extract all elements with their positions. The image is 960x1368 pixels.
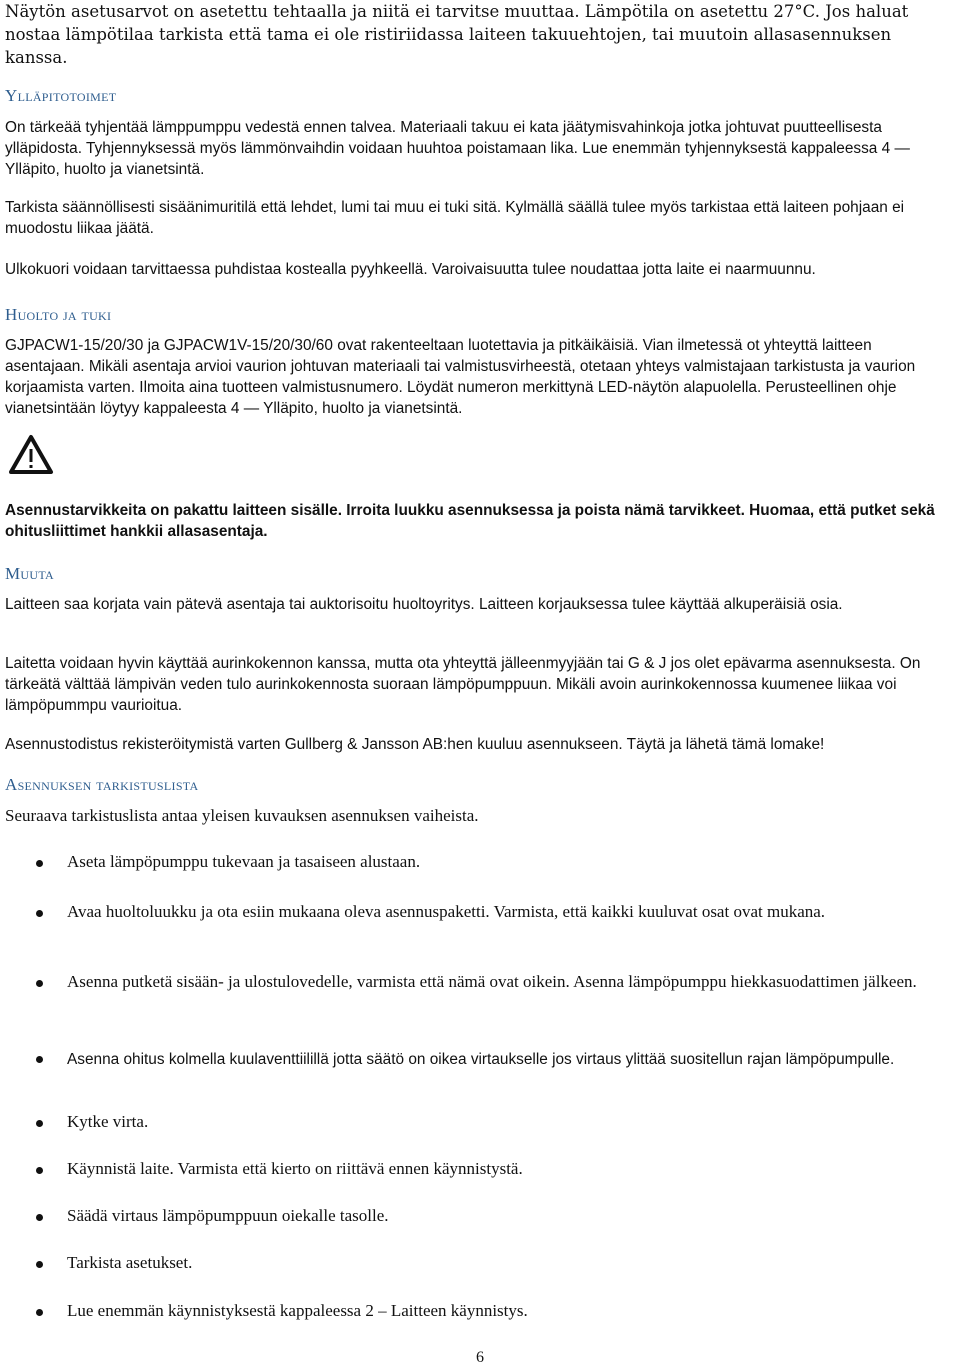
muuta-paragraph-2: Laitetta voidaan hyvin käyttää aurinkokennon kanssa, mutta ota yhteyttä jälleenmyyjään tai G & J jos olet epävarma asennuksesta. On tärkeätä välttää lämpivän veden tulo aurinkokennosta suoraan lämpöpumppuun. Mikäli avoin aurinkokennossa kuumenee liikaa voi lämpöpummpu vaurioitua. [5, 655, 921, 714]
bullet-dot [36, 860, 43, 867]
muuta-paragraph-1: Laitteen saa korjata vain pätevä asentaja tai auktorisoitu huoltoyritys. Laitteen korjauksessa tulee käyttää alkuperäisiä osia. [5, 596, 843, 613]
section-heading-muuta: Muuta [5, 564, 54, 583]
checklist-item: Käynnistä laite. Varmista että kierto on riittävä ennen käynnistystä. [67, 1159, 523, 1178]
huolto-paragraph-1: GJPACW1-15/20/30 ja GJPACW1V-15/20/30/60 ovat rakenteeltaan luotettavia ja pitkäikäisiä. Vian ilmetessä ot yhteyttä laitteen asentajaan. Mikäli asentaja arvioi vaurion johtuvan materiaali tai valmistusvirheestä, otetaan yhteys valmistajaan tarkistusta ja vaurion korjaamista varten. Ilmoita aina tuotteen valmistusnumero. Löydät numeron merkittynä LED-näytön alapuolella. Perusteellinen ohje vianetsintään löytyy kappaleesta 4 — Ylläpito, huolto ja vianetsintä. [5, 337, 916, 417]
section-heading-yllapito: Ylläpitotoimet [5, 86, 117, 105]
bullet-dot [36, 910, 43, 917]
yllapito-paragraph-3: Ulkokuori voidaan tarvittaessa puhdistaa kostealla pyyhkeellä. Varoivaisuutta tulee noudattaa jotta laite ei naarmuunnu. [5, 261, 816, 278]
warning-text: Asennustarvikkeita on pakattu laitteen sisälle. Irroita luukku asennuksessa ja poista nämä tarvikkeet. Huomaa, että putket sekä ohitusliittimet hankkii allasasentaja. [5, 502, 935, 540]
checklist-item: Säädä virtaus lämpöpumppuun oiekalle tasolle. [67, 1206, 389, 1225]
bullet-dot [36, 1167, 43, 1174]
checklist-item: Asenna ohitus kolmella kuulaventtiilillä jotta säätö on oikea virtaukselle jos virtaus ylittää suositellun rajan lämpöpumpulle. [67, 1051, 895, 1068]
checklist-item: Tarkista asetukset. [67, 1253, 193, 1272]
bullet-dot [36, 1056, 43, 1063]
checklist-item: Kytke virta. [67, 1112, 149, 1131]
muuta-paragraph-3: Asennustodistus rekisteröitymistä varten Gullberg & Jansson AB:hen kuuluu asennukseen. Täytä ja lähetä tämä lomake! [5, 736, 825, 753]
checklist-item: Lue enemmän käynnistyksestä kappaleessa 2 – Laitteen käynnistys. [67, 1301, 528, 1320]
checklist-item: Asenna putketä sisään- ja ulostulovedelle, varmista että nämä ovat oikein. Asenna lämpöpumppu hiekkasuodattimen jälkeen. [67, 972, 917, 991]
bullet-dot [36, 1261, 43, 1268]
page-number: 6 [476, 1349, 484, 1366]
checklist-intro: Seuraava tarkistuslista antaa yleisen kuvauksen asennuksen vaiheista. [5, 806, 479, 825]
bullet-dot [36, 980, 43, 987]
yllapito-paragraph-2: Tarkista säännöllisesti sisäänimuritilä että lehdet, lumi tai muu ei tuki sitä. Kylmällä säällä tulee myös tarkistaa että laiteen pohjaan ei muodostu liikaa jäätä. [5, 199, 905, 237]
section-heading-tarkistuslista: Asennuksen tarkistuslista [5, 775, 199, 794]
checklist-item: Aseta lämpöpumppu tukevaan ja tasaiseen alustaan. [67, 852, 421, 871]
intro-paragraph: Näytön asetusarvot on asetettu tehtaalla ja niitä ei tarvitse muuttaa. Lämpötila on asetettu 27°C. Jos haluat nostaa lämpötilaa tarkista että tama ei ole ristiriidassa laiteen takuuehtojen, tai muutoin allasasennuksen kanssa. [5, 2, 909, 67]
section-heading-huolto: Huolto ja tuki [5, 305, 112, 324]
bullet-dot [36, 1309, 43, 1316]
bullet-dot [36, 1120, 43, 1127]
warning-triangle-icon [8, 434, 54, 476]
bullet-dot [36, 1214, 43, 1221]
yllapito-paragraph-1: On tärkeää tyhjentää lämppumppu vedestä ennen talvea. Materiaali takuu ei kata jäätymisvahinkoja jotka johtuvat puutteellisesta ylläpidosta. Tyhjennyksessä myös lämmönvaihdin voidaan huuhtoa poistamaan lika. Lue enemmän tyhjennyksestä kappaleessa 4 — Ylläpito, huolto ja vianetsintä. [5, 119, 910, 178]
checklist-item: Avaa huoltoluukku ja ota esiin mukaana oleva asennuspaketti. Varmista, että kaikki kuuluvat osat ovat mukana. [67, 902, 826, 921]
